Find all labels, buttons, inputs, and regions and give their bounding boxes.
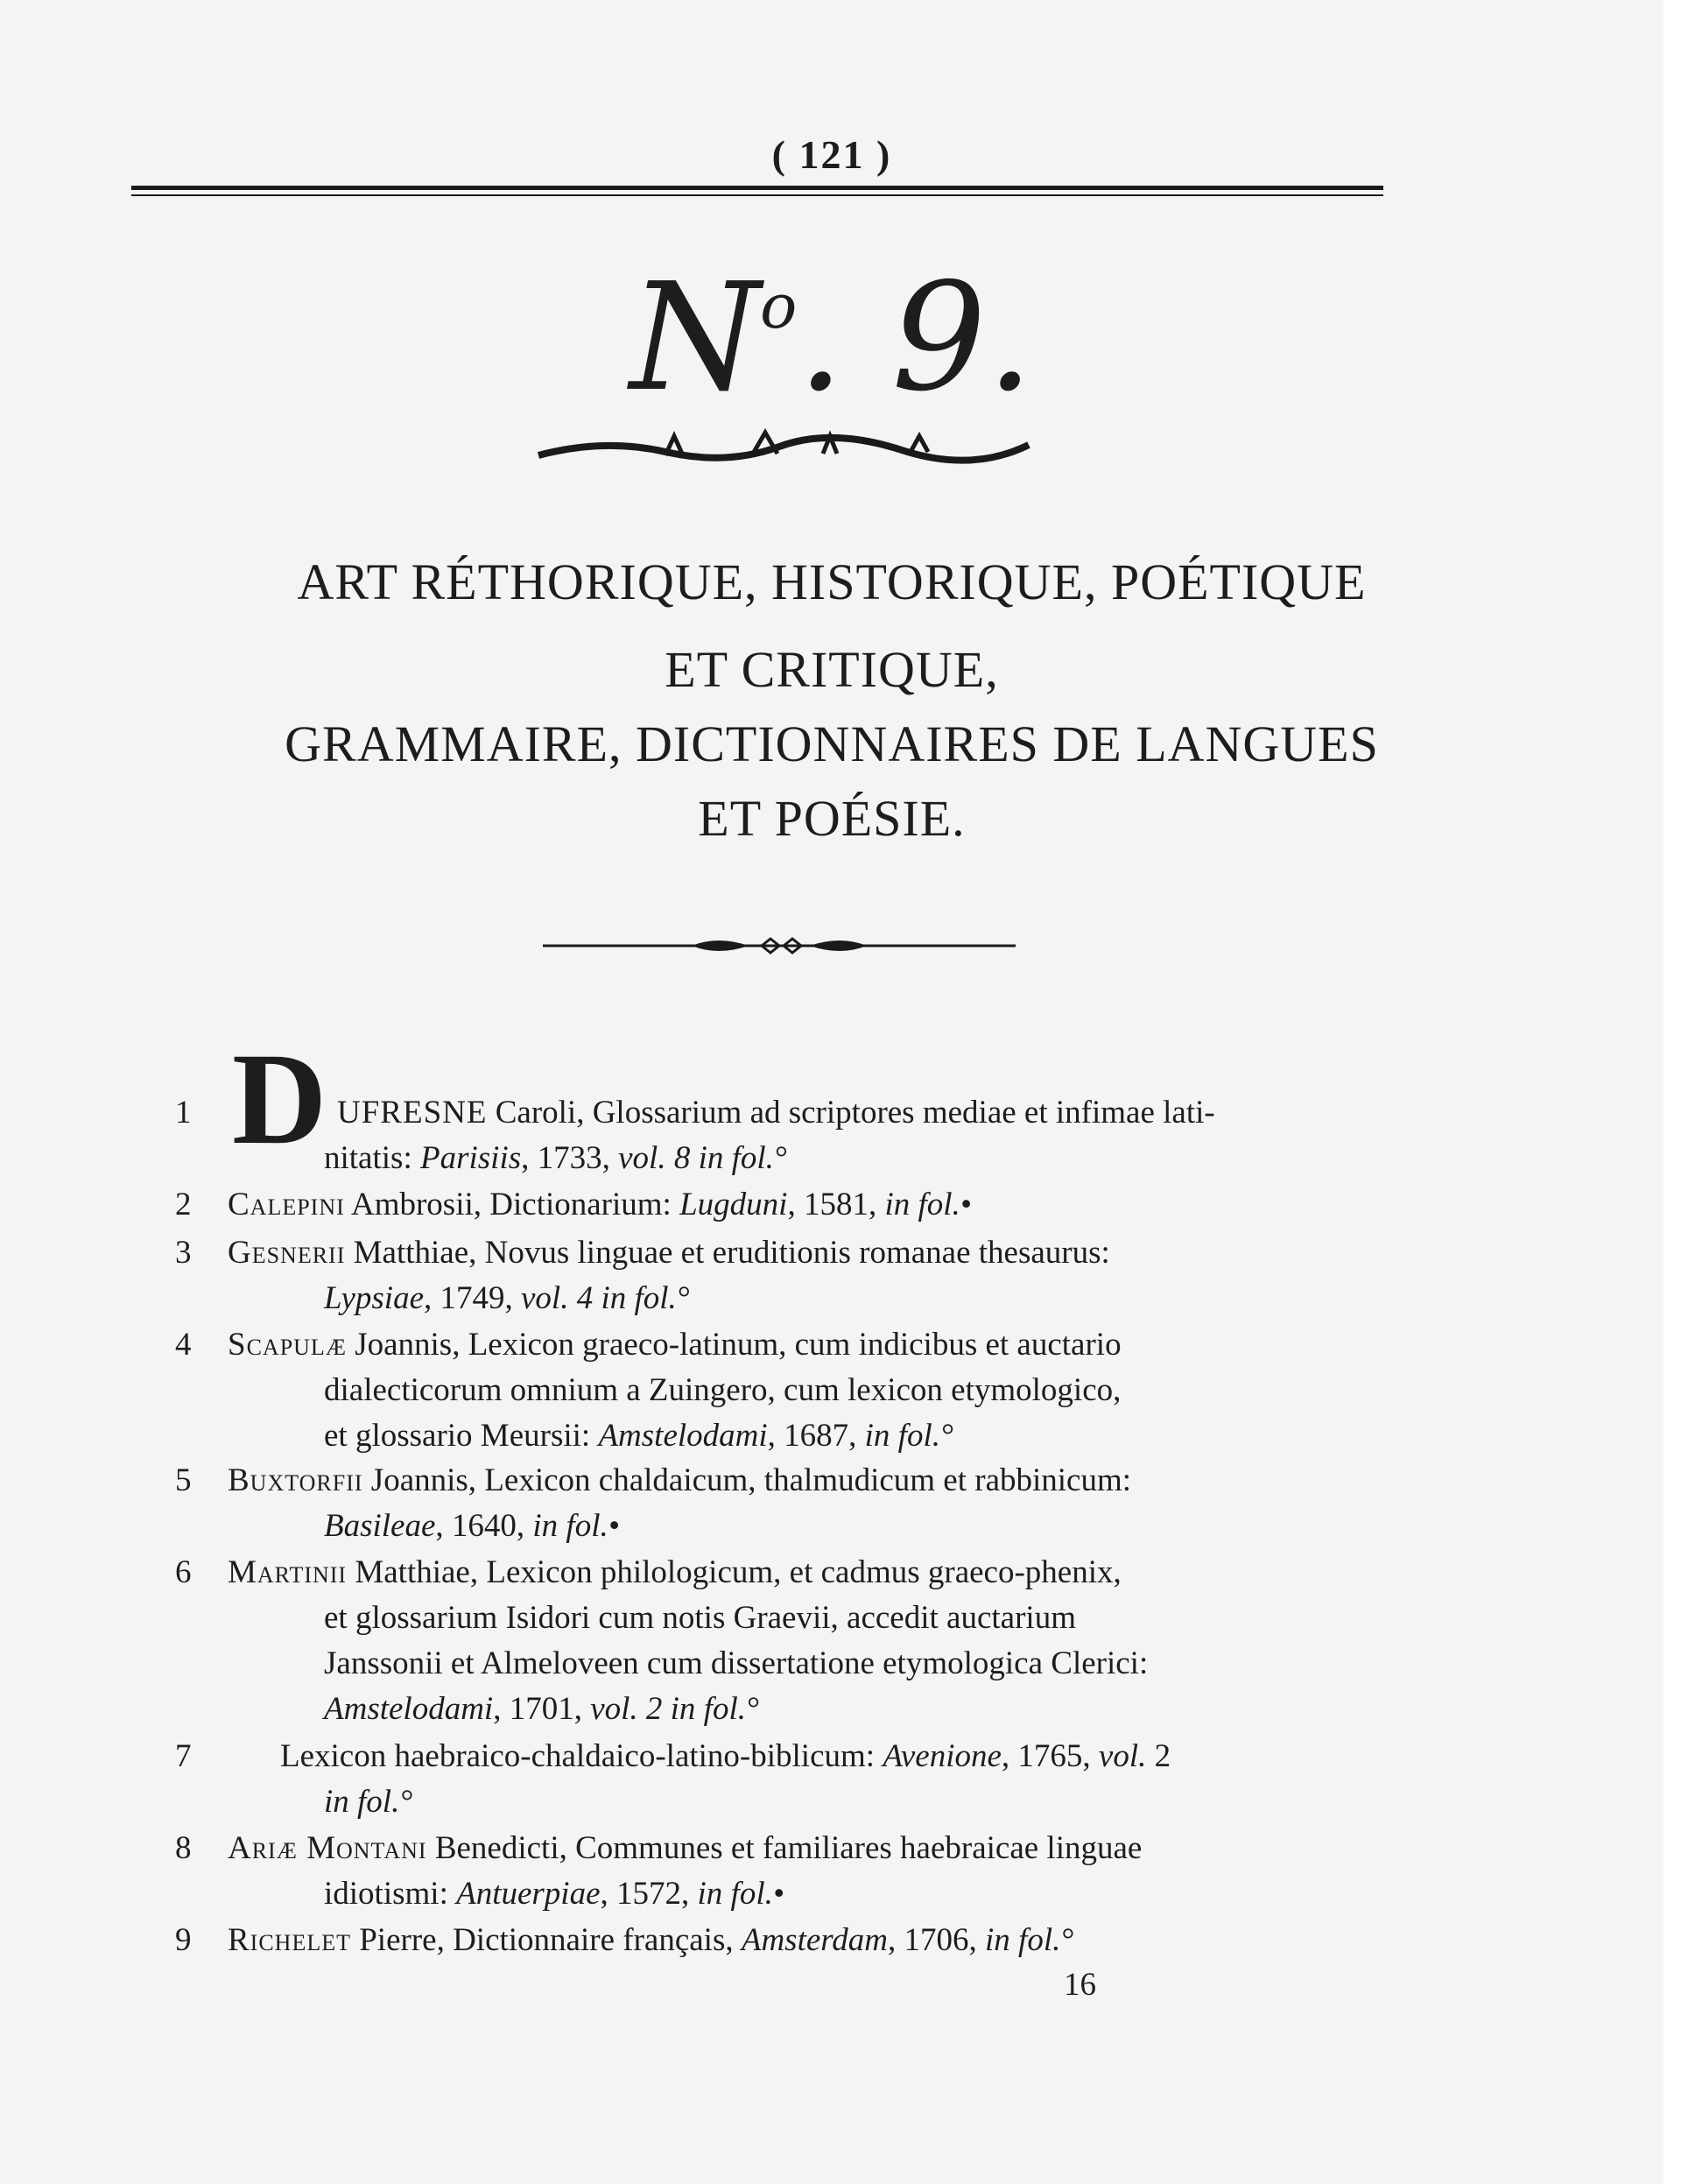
entry-line-2: in fol.° xyxy=(324,1784,413,1820)
entry-format: in fol.• xyxy=(884,1187,972,1222)
heading-suffix: . 9. xyxy=(797,251,1034,425)
entry-place: Amsterdam xyxy=(741,1922,889,1958)
entry-format: in fol.• xyxy=(697,1876,784,1912)
entry-text: Joannis, Lexicon chaldaicum, thalmudicum et rabbinicum: xyxy=(362,1462,1132,1498)
entry-text: Pierre, Dictionnaire français, xyxy=(350,1922,742,1958)
entry-place: Parisiis xyxy=(419,1140,522,1176)
scan-margin xyxy=(1663,0,1681,2184)
entry-year: , 1749, xyxy=(424,1280,521,1316)
page-number: ( 121 ) xyxy=(771,132,892,177)
entry-place: Antuerpiae xyxy=(456,1876,601,1912)
entry-format: vol. 2 in fol.° xyxy=(590,1691,759,1727)
entry-format: vol. 8 in fol.° xyxy=(618,1140,787,1176)
entry-volume: 2 xyxy=(1146,1738,1171,1774)
entry-format: vol. 4 in fol.° xyxy=(521,1280,690,1316)
entry-place: Amstelodami xyxy=(324,1691,494,1727)
entry-author: Scapulæ xyxy=(228,1327,347,1363)
entry-text: Matthiae, Novus linguae et eruditionis romanae thesaurus: xyxy=(345,1235,1110,1271)
entry-place: Avenione xyxy=(883,1738,1002,1774)
entry-text: Benedicti, Communes et familiares haebraicae linguae xyxy=(426,1830,1143,1866)
entry-place: Lypsiae xyxy=(324,1280,424,1316)
entry-line-3: et glossario Meursii: xyxy=(324,1418,599,1454)
entry-place: Basileae xyxy=(324,1508,436,1544)
entry-line-2: et glossarium Isidori cum notis Graevii, accedit auctarium xyxy=(324,1600,1076,1636)
entry-line-2: dialecticorum omnium a Zuingero, cum lexicon etymologico, xyxy=(324,1372,1122,1408)
entry-author: Ariæ Montani xyxy=(228,1830,427,1866)
entry-number: 1 xyxy=(175,1095,192,1131)
entry-year: , 1765, xyxy=(1001,1738,1099,1774)
entry-format: in fol.° xyxy=(985,1922,1074,1958)
entry-text: Matthiae, Lexicon philologicum, et cadmus graeco-phenix, xyxy=(347,1554,1122,1590)
entry-year: , 1733, xyxy=(521,1140,619,1176)
entry-place: Lugduni xyxy=(679,1187,788,1222)
entry-number: 2 xyxy=(175,1187,192,1222)
entry-number: 8 xyxy=(175,1830,192,1866)
entry-continuation: idiotismi: xyxy=(324,1876,457,1912)
entry-author: Buxtorfii xyxy=(228,1462,363,1498)
section-title-line-4: ET POÉSIE. xyxy=(698,790,966,847)
entry-year: , 1572, xyxy=(600,1876,698,1912)
entry-author: Martinii xyxy=(228,1554,348,1590)
entry-line-3: Janssonii et Almeloveen cum dissertatione etymologica Clerici: xyxy=(324,1645,1149,1681)
drop-cap: D xyxy=(232,1026,327,1172)
entry-text: Caroli, Glossarium ad scriptores mediae et infimae lati- xyxy=(487,1095,1215,1131)
entry-year: , 1701, xyxy=(493,1691,591,1727)
entry-year: , 1640, xyxy=(435,1508,533,1544)
heading-superscript: o xyxy=(760,271,798,342)
entry-author: Gesnerii xyxy=(228,1235,346,1271)
section-title-line-2: ET CRITIQUE, xyxy=(665,641,999,698)
heading-prefix: N xyxy=(629,251,761,425)
entry-number: 4 xyxy=(175,1327,192,1363)
entry-place: Amstelodami xyxy=(598,1418,768,1454)
entry-number: 3 xyxy=(175,1235,192,1271)
section-title-line-3: GRAMMAIRE, DICTIONNAIRES DE LANGUES xyxy=(285,715,1379,772)
entry-format: in fol.° xyxy=(864,1418,953,1454)
entry-format: in fol.• xyxy=(532,1508,620,1544)
entry-author: Richelet xyxy=(228,1922,351,1958)
entry-text: Joannis, Lexicon graeco-latinum, cum indicibus et auctario xyxy=(346,1327,1122,1363)
entry-number: 6 xyxy=(175,1554,192,1590)
entry-number: 7 xyxy=(175,1738,192,1774)
entry-author: UFRESNE xyxy=(337,1095,488,1131)
entry-year: , 1581, xyxy=(787,1187,885,1222)
entry-text: Ambrosii, Dictionarium: xyxy=(344,1187,680,1222)
entry-format: vol. xyxy=(1098,1738,1147,1774)
entry-continuation: nitatis: xyxy=(324,1140,420,1176)
entry-number: 9 xyxy=(175,1922,192,1958)
entry-number: 5 xyxy=(175,1462,192,1498)
entry-text: Lexicon haebraico-chaldaico-latino-biblicum: xyxy=(280,1738,883,1774)
section-title-line-1: ART RÉTHORIQUE, HISTORIQUE, POÉTIQUE xyxy=(297,553,1367,610)
entry-year: , 1687, xyxy=(767,1418,865,1454)
entry-author: Calepini xyxy=(228,1187,345,1222)
entry-year: , 1706, xyxy=(888,1922,986,1958)
signature-mark: 16 xyxy=(1064,1967,1096,2003)
